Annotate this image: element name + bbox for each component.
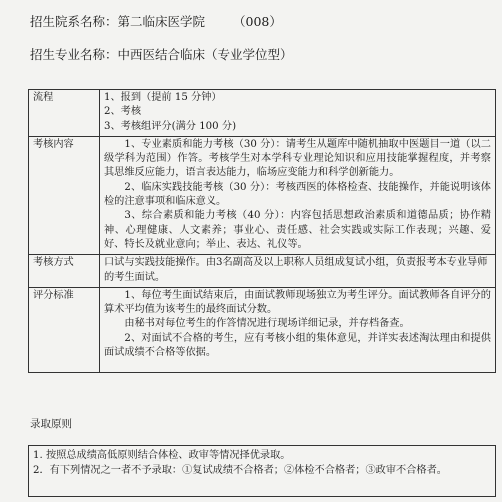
major-line [30, 45, 293, 63]
table-row-process [29, 90, 496, 137]
scoring-paragraph: 2、对面试不合格的考生，应有考核小组的集体意见，并详实表述淘汰理由和提供面试成绩不合格等依据。 [104, 332, 491, 359]
process-cell [100, 90, 496, 137]
department-line [30, 12, 282, 30]
scoring-paragraph: 1、每位考生面试结束后，由面试教师现场独立为考生评分。面试教师各自评分的算术平均值为该考生的最终面试分数。 [104, 289, 491, 316]
scoring-paragraph: 由秘书对每位考生的作答情况进行现场详细记录，并存档备查。 [124, 318, 410, 330]
major-label: 招生专业名称： [30, 47, 118, 62]
process-item: 1、报到（提前 15 分钟） [104, 92, 222, 103]
admission-line: 2．有下列情况之一者不予录取：①复试成绩不合格者；②体检不合格者；③政审不合格者。 [33, 465, 447, 476]
department-name: 第二临床医学院 [117, 14, 206, 29]
content-paragraph: 1、专业素质和能力考核（30 分）：请考生从题库中随机抽取中医题目一道（以二级学科为范围）作答。考核学生对本学科专业理论知识和应用技能掌握程度，并考察其思维反应能力，语言表达能力，临场应变能力和科学创新能力。 [104, 138, 491, 179]
process-item: 3、考核组评分(满分 100 分) [104, 120, 237, 132]
admission-box [28, 445, 496, 497]
content-cell [100, 136, 496, 254]
department-label: 招生院系名称： [30, 14, 118, 29]
table-row-method [29, 255, 496, 288]
scoring-cell [100, 287, 496, 372]
table-row-scoring [29, 287, 496, 372]
exam-info-table [28, 89, 496, 373]
process-label: 流程 [29, 90, 100, 137]
process-item: 2、考核 [104, 106, 142, 118]
major-name: 中西医结合临床（专业学位型） [117, 47, 293, 62]
method-cell [100, 255, 496, 288]
content-label: 考核内容 [29, 136, 100, 254]
admission-title: 录取原则 [30, 418, 72, 430]
content-paragraph: 2、临床实践技能考核（30 分）：考核西医的体格检查、技能操作，并能说明该体检的注意事项和临床意义。 [104, 181, 491, 208]
scoring-label: 评分标准 [29, 287, 100, 372]
method-text: 口试与实践技能操作。由3名副高及以上职称人员组成复试小组，负责报考本专业导师的考生面试。 [104, 257, 488, 283]
admission-line: 1. 按照总成绩高低原则结合体检、政审等情况择优录取。 [33, 450, 291, 461]
content-paragraph: 3、综合素质和能力考核（40 分）：内容包括思想政治素质和道德品质；协作精神、心理健康、人文素养；事业心、责任感、社会实践或实际工作表现；兴趣、爱好、特长及就业意向；举止、表达、礼仪等。 [104, 210, 491, 250]
method-label: 考核方式 [29, 255, 100, 288]
table-row-content [29, 136, 496, 254]
department-code: （008） [233, 14, 282, 29]
